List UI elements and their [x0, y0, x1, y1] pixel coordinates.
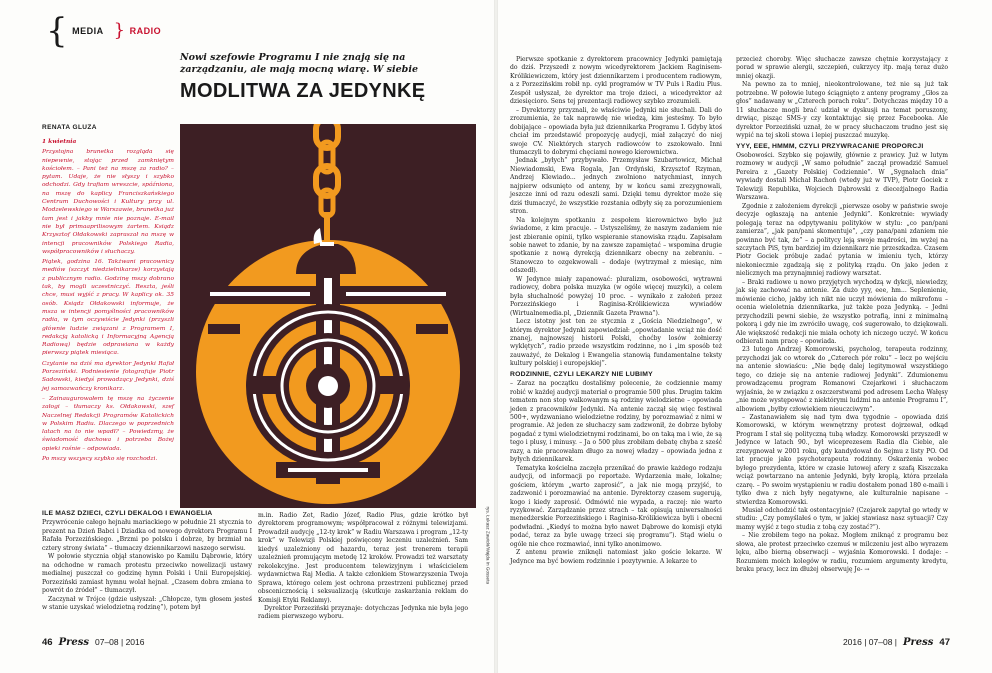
section-media: MEDIA: [72, 26, 104, 36]
section-tag: [42, 11, 162, 51]
body-paragraph: – Braki radiowe u nowo przyjętych wychodzą w dykcji, niewiedzy, jak się zachować na antenie. Za dużo yyy, eee, hm... Seplenienie, mówienie cicho, jakby ich nikt nie uczył mówienia do mikrofonu – ocenia wieloletnia dziennikarka, już także poza Jedynką. – Jedni przychodzili pewni siebie, że wszystko potrafią, inni z minimalną pokorą i gdy nie im zwróciło uwagę, coś sugerowało, to dziękowali. Ale większość redakcji nie miała ochoty ich niczego uczyć. W końcu odbierali nam pracę – opowiada.: [736, 278, 948, 345]
issue-left: 07–08 | 2016: [95, 637, 145, 647]
sidebar-date: 1 kwietnia: [42, 138, 77, 145]
right-column-1: [510, 56, 722, 566]
magazine-brand-right: Press: [903, 637, 934, 648]
body-paragraph: Zaczynał w Trójce (gdzie usłyszał: „Chłopcze, tym głosem jesteś w stanie uzyskać wielodzietną rodzinę”), potem był: [42, 595, 252, 611]
illustration-svg: [180, 124, 476, 508]
body-paragraph: Przywrócenie całego hejnału mariackiego w południe 21 stycznia to prezent na Dzień Babci i Dziadka od nowego dyrektora Programu I Rafała Porzezińskiego. „Brzmi po polsku i dobrze, by brzmiał na cztery strony świata” – tłumaczy dziennikarzowi naszego serwisu.: [42, 519, 252, 552]
sidebar-paragraph: Czytanie na dziś ma dyrektor Jedynki Rafał Porzeziński. Podniesienie fotografuje Piotr Sadowski, kiedyś prowadzący Jedynki, dziś jej samozwańczy kronikarz.: [42, 360, 174, 392]
sidebar-paragraph: Piątek, godzina 16. Takżwani pracownicy mediów (szczyt niedzielnikarze) korzystają z publicznym radio. Godzinę mszy dobrano tak, by mogli uczestniczyć. Reszta, jeśli chce, musi wyjść z pracy. W kaplicy ok. 35 osób. Ksiądz Ołdakowski informuje, że msza w intencji pomyślności pracowników radia, w tym oczywiście Jedynki (przyszli głównie ludzie związani z Programem I, redakcją katolicką i Informacyjną Agencją Radiową) będzie odprawiana w każdy pierwszy piątek miesiąca.: [42, 259, 174, 357]
page-number-left: 46: [42, 637, 53, 648]
body-paragraph: m.in. Radio Zet, Radio Józef, Radio Plus, gdzie krótko był dyrektorem programowym; współpracował z różnymi telewizjami. Prowadził audycję „12-ty krok” w Radiu Warszawa i program „12-ty krok” w Telewizji Polskiej poświęcony leczeniu uzależnień. Sam kiedyś uzależniony od hazardu, teraz jest trenerem terapii uzależnień promującym metodę 12 kroków. Prowadzi też warsztaty rekolekcyjne. Jest producentem telewizyjnym i właścicielem wydawnictwa Raj Media. A także członkiem Stowarzyszenia Twoja Sprawa, którego celem jest ochrona przestrzeni publicznej przed obscenicznością i seksualizacją (skutkuje zaskarżania reklam do Komisji Etyki Reklamy).: [258, 512, 468, 604]
right-subhead-2: YYY, EEE, HMMM, CZYLI PRZYWRACANIE PROPORCJI: [736, 142, 924, 150]
right-brace-icon: }: [113, 20, 126, 41]
body-paragraph: – Dyrektorzy przyznali, że właściwie Jedynki nie słuchali. Dali do zrozumienia, że tak naprawdę nie wiedzą, kim jesteśmy. To było dobijające – opowiada była już dziennikarka Programu I. Gdyby ktoś chciał im przedstawić propozycję audycji, miał załączyć do niej swoje CV. Niektórych starych radiowców to zszokowało. Inni tłumaczyli to dobrymi chęciami nowego kierownictwa.: [510, 106, 722, 156]
body-paragraph: Na kolejnym spotkaniu z zespołem kierownictwo było już świadome, z kim pracuje. – Ustyszeliśmy, że naszym zadaniem nie jest zbieranie opinii, tylko wspieranie stanowiska rządu. Zapisałam sobie nawet to zdanie, by na zawsze zapamiętać – wspomina drugie spotkanie z nową dyrekcją dziennikarz obecny na zebraniu. – Stanowczo to ozgekwowali – dodaje (wytrzymał z miesiąc, nim odszedł).: [510, 216, 722, 275]
left-brace-icon: {: [46, 11, 69, 51]
sidebar-paragraph: – Zainaugurowałem tę mszę na życzenie załogi – tłumaczy ks. Ołdakowski, szef Naczelnej Redakcji Programów Katolickich w Polskim Radiu. Dlaczego w poprzednich latach na to nie wpadł? – Powiedzmy, że świadomość duchowa i potrzeba Bożej opieki rośnie – odpowiada.: [42, 395, 174, 452]
right-subhead-1: RODZINNIE, CZYLI LEKARZY NIE LUBIMY: [510, 370, 653, 378]
bottom-subhead: ILE MASZ DZIECI, CZYLI DEKALOG I EWANGELIA: [42, 510, 213, 517]
body-paragraph: Zgodnie z założeniem dyrekcji „pierwsze osoby w państwie swoje decyzje ogłaszają na antenie Jedynki”. Konkretnie: wywiady polegają teraz na odpytywaniu polityków w stylu: „co pan/pani zamierza”, „jak pan/pani skomentuje”, „czy pana/pani zdaniem nie powinno być tak, że” – a politycy leją swoje mądrości, im wyżej na szczytach PiS, tym bardziej im dziennikarz nie przeszkadza. Czasem Piotr Gociek próbuje zadać pytania w imieniu tych, którzy niekoniecznie zgadzają się z polityką rządu. On jako jeden z nielicznych ma przynajmniej radiowy warsztat.: [736, 202, 948, 278]
bottom-column-2: [258, 512, 468, 622]
radio-dial-illustration: [180, 124, 476, 508]
sidebar-column: [42, 138, 174, 465]
sidebar-paragraph: Przystojna brunetka rozgląda się niepewnie, stojąc przed zamkniętym kościołem. – Pani też na mszę za radio? – pytam. Udaje, że nie słyszy i szybko odchodzi. Gdy trafiam wreszcie, spóźniona, na mszę do kaplicy Franciszkańskiego Centrum Duchowości i Kultury przy ul. Modzelewskiego w Warszawie, brunetka już tam jest i jakby mnie nie poznaje. E-mail nie był primaaprilisowym żartem. Ksiądz Krzysztof Ołdakowski zapraszał na mszę w intencji pracowników Polskiego Radia, współpracowników i słuchaczy.: [42, 149, 174, 255]
illustration-credit: [482, 508, 490, 628]
issue-right: 2016 | 07–08 |: [842, 637, 897, 647]
body-paragraph: Na pewno za to mniej, nieokontrolowane, też nie są już tak potrzebne. W połowie lutego ściągnięto z anteny programy „Głos za głos” nadawany w „Czterech porach roku”. Dotychczas między 10 a 11 słuchacze mogli brać udział w dyskusji na temat poruszony, drwiąc, pisząc SMS-y czy kontaktując się przez Facebooka. Ale dyrektor Porzeziński uznał, że w pracy słuchaczom trudno jest się wypić na tej skoli stowa i lepiej puszczać muzykę.: [736, 81, 948, 140]
body-paragraph: Dyrektor Porzeziński przyznaje: dotychczas Jedynka nie była jego radiem pierwszego wyboru.: [258, 604, 468, 621]
section-radio: RADIO: [129, 26, 162, 36]
body-paragraph: Osobowości. Szybko się pojawiły, głównie z prawicy. Już w lutym rozmowy w audycji „W samo południe” zaczął prowadzić Samuel Pereira z „Gazety Polskiej Codziennie”. W „Sygnałach dnia” wywiady dostali Michał Rachoń (wtedy już w TVP), Piotr Gociek z Telewizji Republika, Wojciech Dąbrowski z dieceżjalnego Radia Warszawa.: [736, 151, 948, 202]
right-column-2: [736, 56, 948, 575]
body-paragraph: Pierwsze spotkanie z dyrektorem pracownicy Jedynki pamiętają do dziś. Przyszedł z nowym wicedyrektorem Jackiem Raginisem-Królikiewiczem, który jest dziennikarzem i producentem radiowym, a z Porzezińskim robił np. cykl programów w TV Puls i Radiu Plus. Zespół usłyszał, że dyrektor ma troje dzieci, a wicedyrektor aż dziesięcioro. Sens tej prezentacji radiowcy szybko zrozumieli.: [510, 56, 722, 106]
body-paragraph: – Zaraz na początku dostaliśmy polecenie, że codziennie mamy robić w każdej audycji materiał o programie 500 plus. Drugim takim tematem non stop walkowanym są rodziny wielodzietne – opowiada jeden z pracowników Jedynki. Na antenie zaczął się więc festiwal 500+, wydzwaniano wielodzietne rodziny, by porozmawiać z nimi w programie. Aż jeden ze słuchaczy sam zadzwonił, że dobrze byłoby pogadać z tymi wielodzietnymi rodzinami, bo on taką ma i wie, że są tego i plusy, i minusy. – Ja o 500 plus zrobiłam debatę chyba z sześć razy, a nie pracowałam długo za nowej władzy – opowiada jedna z byłych dziennikarek.: [510, 380, 722, 464]
body-paragraph: przecież choroby. Więc słuchacze zawsze chętnie korzystający z porad w sprawie alergii, szczepień, cukrzycy itp. mają teraz dużo mniej okazji.: [736, 56, 948, 80]
left-footer: [42, 637, 144, 648]
body-paragraph: Jednak „byłych” przybywało. Przemysław Szubartowicz, Michał Niewiadomski, Ewa Rogala, Jan Ordyński, Krzysztof Rzyman, Andrzej Klewiado... jednych zwolniono natychmiast, innych najpierw odsunięto od anteny, by w końcu sami zrezygnowali, jeszcze inni od razu odeszli sami. Dzięki temu dyrektor może się dziś tłumaczyć, że wszystkie rozstania odbyły się za porozumieniem stron.: [510, 157, 722, 216]
magazine-brand-left: Press: [58, 637, 89, 648]
body-paragraph: 23 lutego Andrzej Komorowski, psycholog, terapeuta rodzinny, przychodzi jak co wtorek do „Czterech pór roku” – lecz po wejściu na antenie słowiaścu: „Nie będę dalej legitymował wszystkiego tego, co dzieje się na antenie radiowej Jedynki”. Zdumionemu prowadzącemu program Romanowi Czejarkowi i słuchaczom wyjaśnia, że w związku z oszczerstwami pod adresem Lecha Wałęsy „nie może występować z niektórymi ludźmi na antenie Programu I”, albowiem „byłby człowiekiem nieuczciwym”.: [736, 346, 948, 413]
article-deck: Nowi szefowie Programu I nie znają się na zarządzaniu, ale mają mocną wiarę. W siebie: [180, 52, 418, 75]
article-author: RENATA GLUZA: [42, 124, 97, 131]
body-paragraph: – Nie zrobiłem tego na pokaz. Mogłem zniknąć z programu bez słowa, ale protest przeciwko czemuś w milczeniu jest albo wyrazem lęku, albo bierną obserwacji – wyjaśnia Komorowski. I dodaje: – Rozumiem moich kolegów w radiu, rozumiem argumenty kredytu, braku pracy, lecz im dłużej obserwuję Je- →: [736, 532, 948, 574]
body-paragraph: – Zastanawiałem się nad tym dwa tygodnie – opowiada dziś Komorowski, w którym wewnętrzny protest dojrzewał, odkąd Program I stał się polityczną tubą władzy. Komorowski przyszedł w Jedynce w latach 90., był wiceprezesem Radia dla Ciebie, ale zrezygnował w 2001 roku, gdy kandydował do Sejmu z listy PO. Od lat pracuje jako psychoterapeuta rodzinny. Oskarżenia wobec byłego prezydenta, które w czasie lutowej afery z szafą Kiszczaka wciąż powtarzano na antenie Jedynki, były kroplą, która przelała czarę. – Po swoim wystąpieniu w radiu dostałem ponad 180 e-maili i tylko dwa z nich były negatywne, ale kulturalnie napisane – stwierdza Komorowski.: [736, 414, 948, 506]
bottom-column-1: [42, 508, 252, 612]
article-headline: MODLITWA ZA JEDYNKĘ: [180, 80, 426, 102]
right-footer: [843, 637, 950, 648]
sidebar-paragraph: Po mszy wszyscy szybko się rozchodzi.: [42, 455, 158, 462]
body-paragraph: W połowie stycznia objął stanowisko po Kamilu Dąbrowie, który na odchodne w ramach protestu przeciwko nowelizacji ustawy medialnej puszczał co godzinę hymn Polski i Unii Europejskiej. Porzeziński zamiast hymnu wolał hejnał. „Czasem dobra zmiana to powrót do źródeł” – tłumaczył.: [42, 553, 252, 595]
body-paragraph: Musiał odchodzić tak ostentacyjnie? (Czejarek zapytał go wtedy w studiu: „Czy pomyślałeś o tym, w jakiej stawiasz nasz sytuacji? Czy mamy wyjść z tego studia z tobą czy zostać?”).: [736, 507, 948, 531]
body-paragraph: Z antenu prawie zniknęli natomiast jako goście lekarze. W Jedynce ma być bowiem rodzinnie i pozytywnie. A lekarze to: [510, 549, 722, 565]
body-paragraph: Lecz istotny jest ten ze stycznia z „Gościa Niedzielnego”, w którym dyrektor Jedynki zapowiedział: „opowiadanie wciąż nie dość znanej, najnowszej historii Polski, choćby losów żołnierzy wyklętych”, radio przede wszystkim rodzinne, no i „im sposób też zauważyć, że Dekalog i Ewangelia stanowią fundamentalne teksty kultury polskiej i europejskiej”.: [510, 318, 722, 368]
credit-text: rys. Łukasz Zawicki/Wajda In Gosseta: [485, 506, 491, 584]
body-paragraph: Tematyka kościelna zaczęła przenikać do prawie każdego rodzaju audycji, od informacji po reportaże. Wydarzenia małe, lokalne; gościem, którym „warto zaprosić”, a jak nie mogą przyjść, to zadzwonić i porozmawiać na antenie. Dyrektorzy czasem sugerują, kogo i kiedy zaprosić. Odmówić nie wypada, a raczej: nie warto ryzykować. Zarządzanie przez strach – tak opisują uniwersalności menedżerskie Porzezińskiego i Raginisa-Królikiewicza byli i obecni podwładni. „Kiedyś to można było nawet Dąbrowe do komisji etyki podać, teraz za byle uwagę trzeci się programu”). Stąd wielu o ogóle nie chce rozmawiać, inni tylko anonimowo.: [510, 464, 722, 548]
page-number-right: 47: [939, 637, 950, 648]
body-paragraph: W Jedynce miały zapanować: pluralizm, osobowości, wytrawni radiowcy, dobra polska muzyka (w ogóle więcej muzyki), a celem była słuchalność powyżej 10 proc. – wynikało z założeń przez Porzezińskiego i Raginisa-Królikiewicza wywiadów (Wirtualnemedia.pl, „Dziennik Gazeta Prawna”).: [510, 275, 722, 317]
